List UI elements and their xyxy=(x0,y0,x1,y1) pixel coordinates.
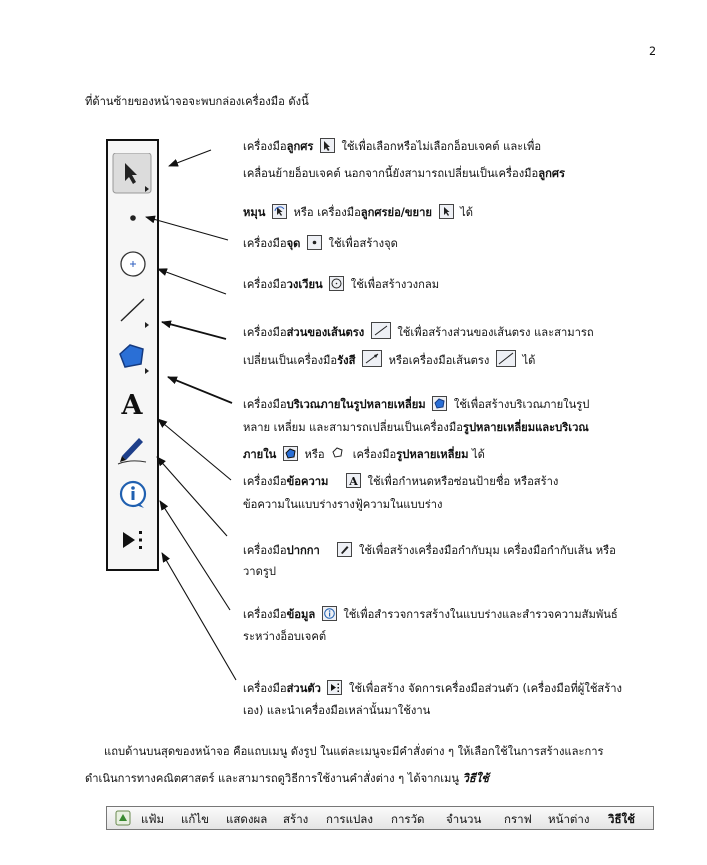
desc-info-line1: เครื่องมือข้อมูล ใช้เพื่อสำรวจการสร้างในแบบร่างและสำรวจความสัมพันธ์ xyxy=(243,608,618,621)
arrow-to-arrow-tool xyxy=(169,150,211,166)
text-inline-icon xyxy=(346,473,361,488)
desc-text-line1: เครื่องมือข้อความ A ใช้เพื่อกำหนดหรือซ่อนป้ายชื่อ หรือสร้าง xyxy=(243,475,559,488)
arrow-to-point-tool xyxy=(146,217,228,240)
desc-pen-line2: วาดรูป xyxy=(243,565,276,578)
desc-segment-line1: เครื่องมือส่วนของเส้นตรง ใช้เพื่อสร้างส่วนของเส้นตรง และสามารถ xyxy=(243,322,594,340)
menu-file[interactable]: แฟ้ม xyxy=(141,812,165,826)
desc-custom-line1: เครื่องมือส่วนตัว ใช้เพื่อสร้าง จัดการเครื่องมือส่วนตัว (เครื่องมือที่ผู้ใช้สร้าง xyxy=(243,682,623,695)
desc-info-line2: ระหว่างอ็อบเจคต์ xyxy=(243,630,327,643)
desc-arrow-line1: เครื่องมือลูกศร ใช้เพื่อเลือกหรือไม่เลือกอ็อบเจคต์ และเพื่อ xyxy=(243,140,542,153)
rotate-arrow-inline-icon xyxy=(272,204,287,219)
point-inline-icon xyxy=(307,235,322,250)
segment-inline-icon xyxy=(371,322,391,339)
polygon-and-interior-inline-icon xyxy=(283,446,298,461)
menu-transform[interactable]: การแปลง xyxy=(326,812,373,826)
desc-circle: เครื่องมือวงเวียน ใช้เพื่อสร้างวงกลม xyxy=(243,278,440,291)
desc-pen-line1: เครื่องมือปากกา ใช้เพื่อสร้างเครื่องมือกำกับมุม เครื่องมือกำกับเส้น หรือ xyxy=(243,544,616,557)
svg-text:A: A xyxy=(349,475,358,487)
arrow-to-custom-tool xyxy=(162,553,236,680)
menu-help[interactable]: วิธีใช้ xyxy=(608,812,635,826)
dilate-arrow-inline-icon xyxy=(439,204,454,219)
compass-inline-icon xyxy=(329,276,344,291)
arrow-tool-inline-icon xyxy=(320,138,335,153)
paragraph-line2: ดำเนินการทางคณิตศาสตร์ และสามารถดูวิธีการใช้งานคำสั่งต่าง ๆ ได้จากเมนู วิธีใช้ xyxy=(85,772,489,785)
svg-text:A: A xyxy=(121,390,143,421)
polygon-outline-inline-icon xyxy=(331,446,346,461)
menu-display[interactable]: แสดงผล xyxy=(226,812,268,826)
polygon-interior-inline-icon xyxy=(432,396,447,411)
menu-graph[interactable]: กราฟ xyxy=(504,812,532,826)
menu-window[interactable]: หน้าต่าง xyxy=(548,812,590,826)
menu-measure[interactable]: การวัด xyxy=(391,812,425,826)
menu-construct[interactable]: สร้าง xyxy=(283,812,309,826)
menu-number[interactable]: จำนวน xyxy=(446,812,482,826)
desc-arrow-line2: เคลื่อนย้ายอ็อบเจคต์ นอกจากนี้ยังสามารถเปลี่ยนเป็นเครื่องมือลูกศร xyxy=(243,167,566,180)
desc-point: เครื่องมือจุด ใช้เพื่อสร้างจุด xyxy=(243,237,398,250)
arrow-to-polygon-tool xyxy=(168,377,232,403)
paragraph-line1: แถบด้านบนสุดของหน้าจอ คือแถบเมนู ดังรูป ในแต่ละเมนูจะมีคำสั่งต่าง ๆ ให้เลือกใช้ในการสร้างและการ xyxy=(104,745,604,758)
custom-tool-inline-icon xyxy=(327,680,342,695)
menu-edit[interactable]: แก้ไข xyxy=(181,812,210,826)
desc-polygon-line2: หลาย เหลี่ยม และสามารถเปลี่ยนเป็นเครื่องมือรูปหลายเหลี่ยมและบริเวณ xyxy=(243,421,589,434)
sketchpad-app-icon xyxy=(115,810,131,826)
line-inline-icon xyxy=(496,350,516,367)
arrow-to-info-tool xyxy=(160,501,230,610)
pen-inline-icon xyxy=(337,542,352,557)
desc-arrow-line3: หมุน หรือ เครื่องมือลูกศรย่อ/ขยาย ได้ xyxy=(243,206,473,219)
page-number: 2 xyxy=(649,45,657,58)
arrow-to-circle-tool xyxy=(158,269,226,294)
desc-text-line2: ข้อความในแบบร่างรางฟู้ความในแบบร่าง xyxy=(243,498,443,511)
arrow-to-pen-tool xyxy=(157,457,227,536)
desc-polygon-line3: ภายใน หรือ เครื่องมือรูปหลายเหลี่ยม ได้ xyxy=(243,448,485,461)
desc-custom-line2: เอง) และนำเครื่องมือเหล่านั้นมาใช้งาน xyxy=(243,704,431,717)
arrow-to-segment-tool xyxy=(162,322,226,339)
ray-inline-icon xyxy=(362,350,382,367)
desc-polygon-line1: เครื่องมือบริเวณภายในรูปหลายเหลี่ยม ใช้เพื่อสร้างบริเวณภายในรูป xyxy=(243,398,590,411)
desc-segment-line2: เปลี่ยนเป็นเครื่องมือรังสี หรือเครื่องมือเส้นตรง ได้ xyxy=(243,350,535,368)
intro-text: ที่ด้านซ้ายของหน้าจอจะพบกล่องเครื่องมือ ดังนี้ xyxy=(85,95,309,108)
info-inline-icon xyxy=(322,606,337,621)
menu-bar xyxy=(106,806,654,830)
